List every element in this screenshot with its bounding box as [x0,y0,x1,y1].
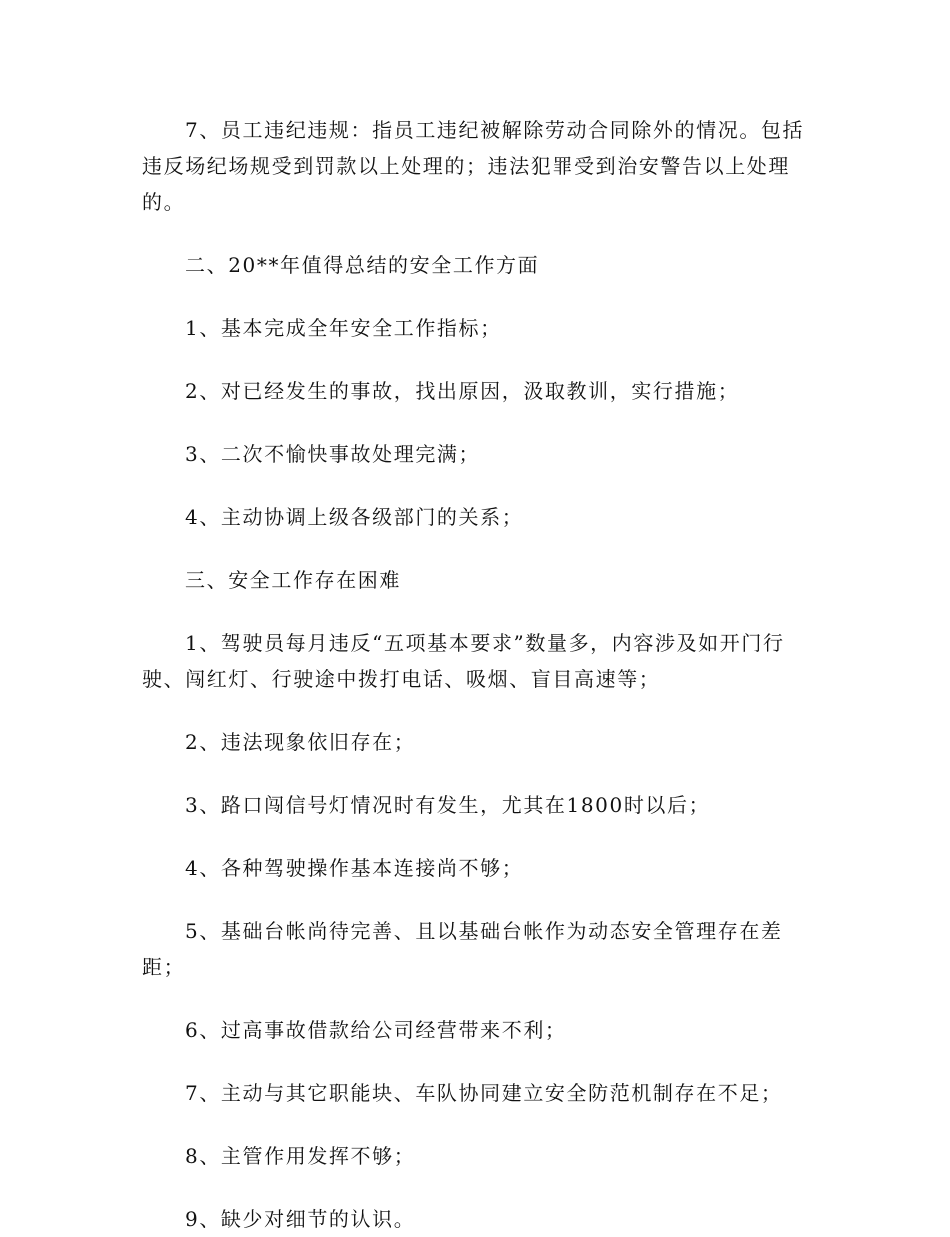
list-item: 9、缺少对细节的认识。 [185,1207,416,1231]
paragraph-violation-definition: 7、员工违纪违规：指员工违纪被解除劳动合同除外的情况。包括违反场纪场规受到罚款以上处理的；违法犯罪受到治安警告以上处理的。 [142,118,805,214]
list-item: 3、二次不愉快事故处理完满； [185,442,481,466]
list-item: 6、过高事故借款给公司经营带来不利； [185,1018,567,1042]
list-item: 8、主管作用发挥不够； [185,1144,416,1168]
list-item: 2、对已经发生的事故，找出原因，汲取教训，实行措施； [185,379,740,403]
section-heading-2: 二、20**年值得总结的安全工作方面 [185,253,540,277]
list-item: 4、各种驾驶操作基本连接尚不够； [185,856,524,880]
section-heading-3: 三、安全工作存在困难 [185,568,401,592]
list-item: 2、违法现象依旧存在； [185,730,416,754]
list-item: 7、主动与其它职能块、车队协同建立安全防范机制存在不足； [185,1081,783,1105]
list-item: 3、路口闯信号灯情况时有发生，尤其在1800时以后； [185,793,711,817]
list-item: 1、基本完成全年安全工作指标； [185,316,502,340]
list-item: 1、驾驶员每月违反“五项基本要求”数量多，内容涉及如开门行驶、闯红灯、行驶途中拨打电话、吸烟、盲目高速等； [142,631,785,691]
list-item: 5、基础台帐尚待完善、且以基础台帐作为动态安全管理存在差距； [142,919,783,979]
list-item: 4、主动协调上级各级部门的关系； [185,505,524,529]
